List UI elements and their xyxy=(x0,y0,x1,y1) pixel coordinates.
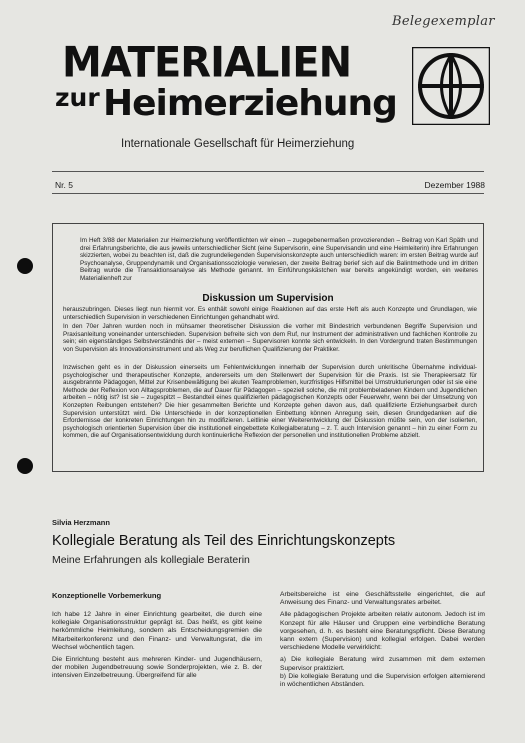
organization-name: Internationale Gesellschaft für Heimerziehung xyxy=(121,138,355,150)
section-heading: Konzeptionelle Vorbemerkung xyxy=(52,591,162,600)
left-paragraph-1: Ich habe 12 Jahre in einer Einrichtung gearbeitet, die durch eine kollegiale Organisationsstruktur geprägt ist. Das heißt, es gibt keine herkömmliche Heimleitung, sondern als Entscheidungsgremien die Mitarbeiterkonferenz und den Finanz- und Verwaltungsrat, die im Wechsel wöchentlich tagen. xyxy=(52,611,262,651)
header-rule-top xyxy=(52,171,484,172)
masthead-title-line1: MATERIALIEN xyxy=(62,38,352,88)
editorial-intro: Im Heft 3/88 der Materialien zur Heimerziehung veröffentlichten wir einen – zugegebenermaßen provozierenden – Beitrag von Karl Späth und drei Erfahrungsberichte, die aus jeweils unterschiedlicher Sicht (eine Supervisorin, eine Supervisandin und eine Heimleiterin) ihre Erfahrungen skizzierten, wobei zu beachten ist, daß die zugrundeliegenden Supervisionskonzepte auch unterschiedlich waren: im ersten Beitrag wurde auf Psychoanalyse, Gruppendynamik und Organisationssoziologie verwiesen, der zweite Beitrag berief sich auf die Balintmethode und im dritten Beitrag wurde die Transaktionsanalyse als Methode genannt. Im Einführungskästchen war bereits angekündigt worden, ein weiteres Materialienheft zur xyxy=(80,237,478,282)
editorial-paragraph-1: herauszubringen. Dieses liegt nun hiermit vor. Es enthält sowohl einige Reaktionen auf das erste Heft als auch Konzepte und Grundlagen, wie unterschiedlich Supervision in verschiedenen Einrichtungen gehandhabt wird. xyxy=(63,306,477,321)
header-rule-bottom xyxy=(52,193,484,194)
editorial-paragraph-2: In den 70er Jahren wurden noch in mühsamer theoretischer Diskussion die vorher mit Bindestrich verbundenen Begriffe Supervision und Praxisanleitung voneinander unterschieden. Supervision befreite sich von dem Ruf, nur Instrument der administrativen und fachlichen Kontrolle zu sein; ein eigenständiges Selbstverständnis der – meist externen – Supervisoren konnte sich entwickeln. In den Vordergrund traten Bestimmungen von Supervision als Innovationsinstrument und als Weg zur beruflichen Qualifizierung der Praktiker. xyxy=(63,323,477,353)
issue-number: Nr. 5 xyxy=(55,180,73,190)
column-right xyxy=(280,591,485,689)
article-title: Kollegiale Beratung als Teil des Einrichtungskonzepts xyxy=(52,533,396,549)
masthead-title-zur: zur xyxy=(55,83,100,112)
punch-hole-top xyxy=(17,258,33,274)
right-list-item-b: b) Die kollegiale Beratung und die Supervision erfolgen alternierend in wöchentlichen Abständen. xyxy=(280,672,485,689)
article-author: Silvia Herzmann xyxy=(52,518,110,527)
issue-date: Dezember 1988 xyxy=(424,180,485,190)
masthead-title-line2: Heimerziehung xyxy=(103,83,397,124)
editorial-heading: Diskussion um Supervision xyxy=(202,293,334,304)
handwritten-note: Belegexemplar xyxy=(392,14,495,29)
column-left xyxy=(52,611,262,685)
punch-hole-bottom xyxy=(17,458,33,474)
right-paragraph-2: Alle pädagogischen Projekte arbeiten relativ autonom. Jedoch ist im Konzept für alle Häuser und Gruppen eine verbindliche Beratung vorgesehen, d. h. es besteht eine Beratungspflicht. Diese Beratung kann extern (Supervision) und kollegial erfolgen. Dabei werden verschiedene Modelle verwirklicht: xyxy=(280,611,485,652)
left-paragraph-2: Die Einrichtung besteht aus mehreren Kinder- und Jugendhäusern, der mobilen Jugendbetreuung sowie Sonderprojekten, wie z. B. der intensiven Einzelbetreuung. Übergreifend für alle xyxy=(52,656,262,680)
globe-logo-icon xyxy=(412,47,490,125)
right-list-item-a: a) Die kollegiale Beratung wird zusammen mit dem externen Supervisor praktiziert. xyxy=(280,656,485,672)
article-subtitle: Meine Erfahrungen als kollegiale Beraterin xyxy=(52,554,250,566)
right-paragraph-1: Arbeitsbereiche ist eine Geschäftsstelle eingerichtet, die auf Anweisung des Finanz- und Verwaltungsrates arbeitet. xyxy=(280,591,485,607)
editorial-paragraph-3: Inzwischen geht es in der Diskussion einerseits um Fehlentwicklungen innerhalb der Supervision durch unkritische Übernahme individual-psychologischer und therapeutischer Konzepte, andererseits um den Stellenwert der Supervision für die Praxis. Ist sie Therapieersatz für ausgebrannte Pädagogen, Mittel zur Krisenbewältigung bei akuten Teamproblemen, kurzfristiges Hilfsmittel bei Umstrukturierungen oder ist sie eine Methode der Reflexion von Alltagsproblemen, die auf Dauer für Pädagogen – speziell solche, die mit problembeladenen Kindern und Jugendlichen arbeiten – nötig ist? Ist sie – zugespitzt – Bestandteil eines qualifizierten pädagogischen Konzepts oder Feuerwehr, wenn bei der Umsetzung von Konzepten Reibungen entstehen? Die hier gesammelten Berichte und Konzepte gehen davon aus, daß qualifizierte Erziehungsarbeit durch Supervision unterstützt wird. Die Unterschiede in der konzeptionellen Einbettung können Anregung sein, diesen Grundgedanken auf die Erfordernisse der konkreten Einrichtungen hin zu modifizieren. Leitlinie einer Weiterentwicklung der Diskussion müßte sein, von der isolierten, psychologisch orientierten Supervision über die institutionell eingebettete Kollegialberatung – z. T. auch Intervision genannt – hin zu einer Form zu kommen, die auf Organisationsentwicklung durch kontinuierliche Reflexion der personellen und institutionellen Probleme abzielt. xyxy=(63,364,477,440)
